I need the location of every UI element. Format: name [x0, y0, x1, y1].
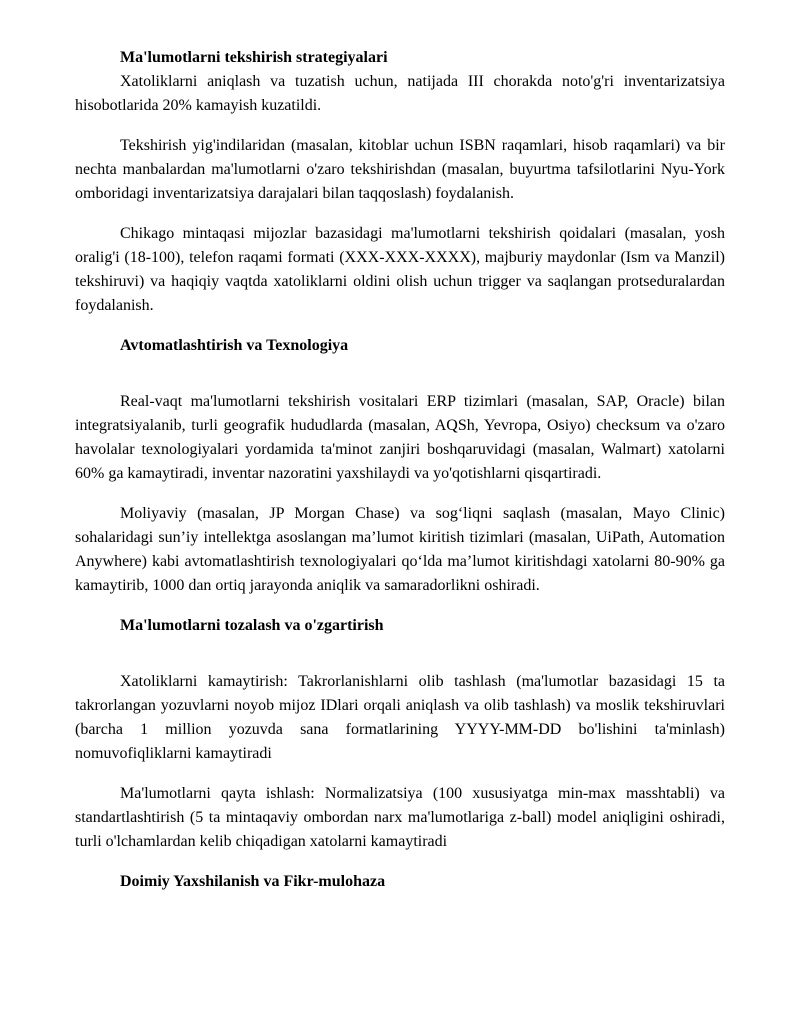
section-heading-validation: Ma'lumotlarni tekshirish strategiyalari — [120, 49, 388, 66]
section-heading-automation: Avtomatlashtirish va Texnologiya — [120, 337, 349, 354]
paragraph-validation-1: Xatoliklarni aniqlash va tuzatish uchun, natijada III chorakda noto'g'ri inventarizatsiya hisobotlarida 20% kamayish kuzatildi. — [75, 73, 725, 114]
paragraph-validation-3: Chikago mintaqasi mijozlar bazasidagi ma'lumotlarni tekshirish qoidalari (masalan, yosh oralig'i (18-100), telefon raqami formati (XXX-XXX-XXXX), majburiy maydonlar (Ism va Manzil) tekshiruvi) va haqiqiy vaqtda xatoliklarni oldini olish uchun trigger va saqlangan protseduralardan foydalanish. — [75, 225, 725, 314]
paragraph-automation-1: Real-vaqt ma'lumotlarni tekshirish vositalari ERP tizimlari (masalan, SAP, Oracle) bilan integratsiyalanib, turli geografik hududlarda (masalan, AQSh, Yevropa, Osiyo) checksum va o'zaro havolalar texnologiyalari yordamida ta'minot zanjiri boshqaruvidagi (masalan, Walmart) xatolarni 60% ga kamaytiradi, inventar nazoratini yaxshilaydi va yo'qotishlarni qisqartiradi. — [75, 393, 725, 482]
paragraph-cleaning-2: Ma'lumotlarni qayta ishlash: Normalizatsiya (100 xususiyatga min-max masshtabli) va standartlashtirish (5 ta mintaqaviy ombordan narx ma'lumotlariga z-ball) model aniqligini oshiradi, turli o'lchamlardan kelib chiqadigan xatolarni kamaytiradi — [75, 785, 725, 850]
section-heading-improvement: Doimiy Yaxshilanish va Fikr-mulohaza — [120, 873, 386, 890]
section-heading-cleaning: Ma'lumotlarni tozalash va o'zgartirish — [120, 617, 384, 634]
paragraph-validation-2: Tekshirish yig'indilaridan (masalan, kitoblar uchun ISBN raqamlari, hisob raqamlari) va bir nechta manbalardan ma'lumotlarni o'zaro tekshirishdan (masalan, buyurtma tafsilotlarini Nyu-York omboridagi inventarizatsiya darajalari bilan taqqoslash) foydalanish. — [75, 137, 725, 202]
paragraph-automation-2: Moliyaviy (masalan, JP Morgan Chase) va sog‘liqni saqlash (masalan, Mayo Clinic) sohalaridagi sun’iy intellektga asoslangan ma’lumot kiritish tizimlari (masalan, UiPath, Automation Anywhere) kabi avtomatlashtirish texnologiyalari qo‘lda ma’lumot kiritishdagi xatolarni 80-90% ga kamaytirib, 1000 dan ortiq jarayonda aniqlik va samaradorlikni oshiradi. — [75, 505, 725, 594]
document-page — [75, 46, 725, 894]
paragraph-cleaning-1: Xatoliklarni kamaytirish: Takrorlanishlarni olib tashlash (ma'lumotlar bazasidagi 15 ta takrorlangan yozuvlarni noyob mijoz IDlari orqali aniqlash va olib tashlash) va moslik tekshiruvlari (barcha 1 million yozuvda sana formatlarining YYYY-MM-DD bo'lishini ta'minlash) nomuvofiqliklarni kamaytiradi — [75, 673, 725, 762]
